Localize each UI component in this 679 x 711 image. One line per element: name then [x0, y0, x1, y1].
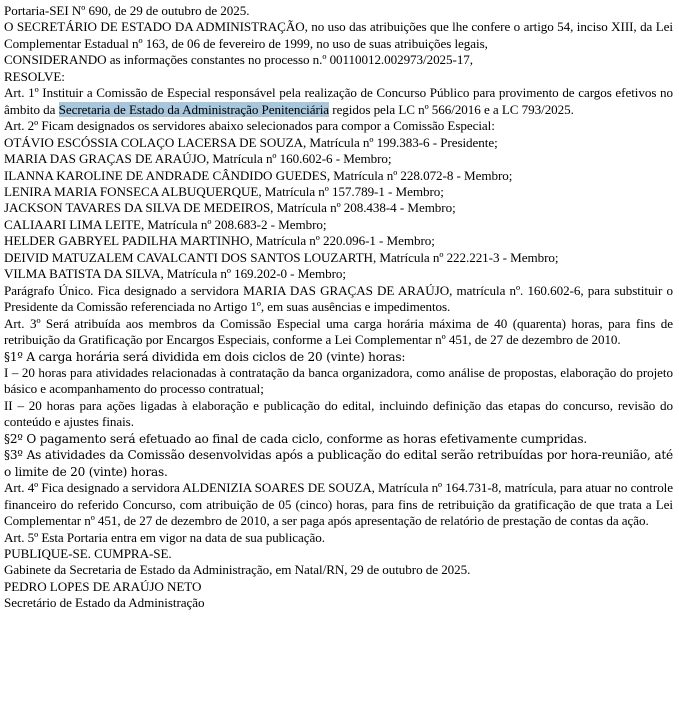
- article-5: Art. 5º Esta Portaria entra em vigor na data de sua publicação.: [4, 529, 325, 545]
- signatory-name: PEDRO LOPES DE ARAÚJO NETO: [4, 578, 202, 594]
- article-1-text-before: Art. 1º Instituir a Comissão de Especial responsável pela realização de Concurso Público para provimento de cargos efetivos no âmbito da: [4, 85, 673, 117]
- preamble-secretary-authority: O SECRETÁRIO DE ESTADO DA ADMINISTRAÇÃO, no uso das atribuições que lhe confere o artigo 54, inciso XIII, da Lei Complementar Estadual nº 163, de 06 de fevereiro de 1999, no uso de suas atribuições legais,: [4, 19, 673, 51]
- article-4: Art. 4º Fica designado a servidora ALDENIZIA SOARES DE SOUZA, Matrícula nº 164.731-8, matrícula, para atuar no controle financeiro do referido Concurso, com atribuição de 05 (cinco) horas, para fins de retribuição da gratificação de que trata a Lei Complementar nº 451, de 27 de dezembro de 2010, a ser paga após apresentação de relatório de prestação de contas da ação.: [4, 480, 673, 529]
- article-3-item-ii: II – 20 horas para ações ligadas à elaboração e publicação do edital, incluindo definição das etapas do concurso, revisão do conteúdo e ajustes finais.: [4, 397, 673, 430]
- article-3: Art. 3º Será atribuída aos membros da Comissão Especial uma carga horária máxima de 40 (quarenta) horas, para fins de retribuição da Gratificação por Encargos Especiais, conforme a Lei Complementar nº 451, de 27 de dezembro de 2010.: [4, 315, 673, 348]
- member-list-item: VILMA BATISTA DA SILVA, Matrícula nº 169.202-0 - Membro;: [4, 266, 346, 282]
- member-list-item: ILANNA KAROLINE DE ANDRADE CÂNDIDO GUEDES, Matrícula nº 228.072-8 - Membro;: [4, 167, 513, 183]
- paragrafo-unico: Parágrafo Único. Fica designado a servidora MARIA DAS GRAÇAS DE ARAÚJO, matrícula nº. 160.602-6, para substituir o Presidente da Comissão referenciada no Artigo 1º, em suas ausências e impedimentos.: [4, 282, 673, 315]
- signatory-title: Secretário de Estado da Administração: [4, 595, 205, 611]
- member-list-item: HELDER GABRYEL PADILHA MARTINHO, Matrícula nº 220.096-1 - Membro;: [4, 233, 435, 249]
- member-list-item: JACKSON TAVARES DA SILVA DE MEDEIROS, Matrícula nº 208.438-4 - Membro;: [4, 200, 456, 216]
- member-list-item: LENIRA MARIA FONSECA ALBUQUERQUE, Matrícula nº 157.789-1 - Membro;: [4, 183, 444, 199]
- publique-se-cumpra-se: PUBLIQUE-SE. CUMPRA-SE.: [4, 545, 172, 561]
- member-list-item: CALIAARI LIMA LEITE, Matrícula nº 208.683-2 - Membro;: [4, 216, 327, 232]
- article-3-paragraph-1: §1º A carga horária será dividida em dois ciclos de 20 (vinte) horas:: [4, 349, 406, 364]
- highlighted-entity-name: Secretaria de Estado da Administração Penitenciária: [58, 101, 330, 117]
- member-list-item: OTÁVIO ESCÓSSIA COLAÇO LACERSA DE SOUZA, Matrícula nº 199.383-6 - Presidente;: [4, 134, 498, 150]
- place-and-date: Gabinete da Secretaria de Estado da Administração, em Natal/RN, 29 de outubro de 2025.: [4, 562, 471, 578]
- member-list-item: MARIA DAS GRAÇAS DE ARAÚJO, Matrícula nº 160.602-6 - Membro;: [4, 151, 392, 167]
- portaria-title: Portaria-SEI Nº 690, de 29 de outubro de 2025.: [4, 3, 250, 18]
- article-3-paragraph-3: §3º As atividades da Comissão desenvolvidas após a publicação do edital serão retribuídas por hora-reunião, até o limite de 20 (vinte) horas.: [4, 448, 673, 479]
- article-3-item-i: I – 20 horas para atividades relacionadas à contratação da banca organizadora, como análise de propostas, elaboração do projeto básico e acompanhamento do processo contratual;: [4, 364, 673, 397]
- article-2-intro: Art. 2º Ficam designados os servidores abaixo selecionados para compor a Comissão Especial:: [4, 118, 495, 134]
- member-list-item: DEIVID MATUZALEM CAVALCANTI DOS SANTOS LOUZARTH, Matrícula nº 222.221-3 - Membro;: [4, 249, 559, 265]
- article-3-paragraph-2: §2º O pagamento será efetuado ao final de cada ciclo, conforme as horas efetivamente cumpridas.: [4, 431, 588, 446]
- preamble-resolve: RESOLVE:: [4, 68, 65, 84]
- preamble-considerando: CONSIDERANDO as informações constantes no processo n.º 00110012.002973/2025-17,: [4, 52, 473, 68]
- article-1-text-after: regidos pela LC nº 566/2016 e a LC 793/2025.: [329, 101, 574, 117]
- article-1: [4, 85, 673, 118]
